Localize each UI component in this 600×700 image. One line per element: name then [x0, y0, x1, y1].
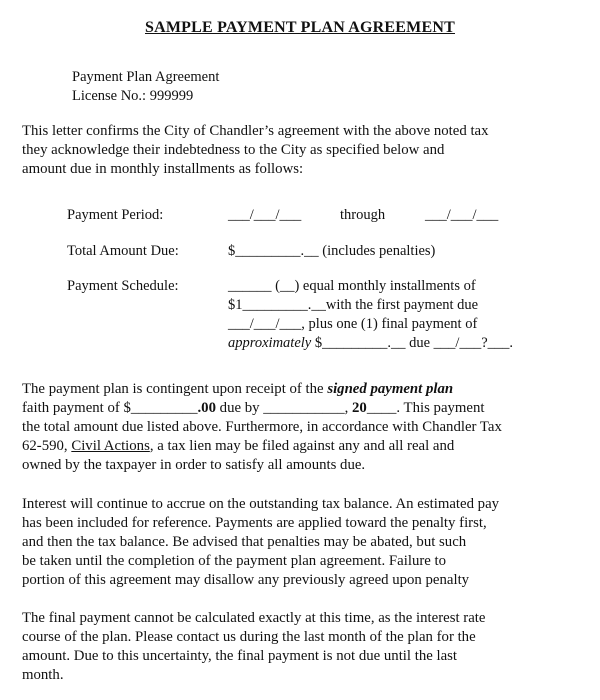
intro-line-3: amount due in monthly installments as follows:	[22, 161, 304, 177]
payment-period-label: Payment Period:	[67, 207, 164, 223]
para3-line-3: amount. Due to this uncertainty, the final payment is not due until the last	[22, 648, 458, 664]
para1-line-4-a: 62-590,	[22, 438, 72, 454]
payment-period-through: through	[340, 207, 386, 223]
para1-line-2-b: .00	[197, 400, 216, 416]
payment-period-end: ___/___/___	[425, 207, 499, 223]
total-amount-value: $_________.__ (includes penalties)	[228, 243, 436, 259]
para1-line-2-e: ____. This payment	[366, 400, 485, 416]
para1-line-2	[22, 400, 485, 417]
para3-line-4: month.	[22, 667, 64, 683]
para1-line-2-a: faith payment of $_________	[22, 400, 198, 416]
para1-line-1	[22, 381, 453, 398]
intro-line-1: This letter confirms the City of Chandler’s agreement with the above noted tax	[22, 123, 489, 139]
para3-line-1: The final payment cannot be calculated exactly at this time, as the interest rate	[22, 610, 486, 626]
header-license-number: License No.: 999999	[72, 88, 194, 104]
para1-line-5: owned by the taxpayer in order to satisfy all amounts due.	[22, 457, 366, 473]
schedule-line-3: ___/___/___, plus one (1) final payment of	[228, 316, 478, 332]
para1-line-2-c: due by ___________,	[215, 400, 353, 416]
para1-line-3: the total amount due listed above. Furthermore, in accordance with Chandler Tax	[22, 419, 502, 435]
schedule-line-2: $1_________.__with the first payment due	[228, 297, 479, 313]
schedule-line-4	[228, 335, 513, 352]
para2-line-2: has been included for reference. Payments are applied toward the penalty first,	[22, 515, 487, 531]
schedule-line-4-rest: $_________.__ due ___/___?___.	[311, 335, 514, 351]
payment-period-start: ___/___/___	[228, 207, 302, 223]
intro-line-2: they acknowledge their indebtedness to the City as specified below and	[22, 142, 445, 158]
para3-line-2: course of the plan. Please contact us during the last month of the plan for the	[22, 629, 476, 645]
para2-line-1: Interest will continue to accrue on the outstanding tax balance. An estimated pay	[22, 496, 500, 512]
civil-actions-text: Civil Actions	[71, 438, 150, 454]
para2-line-3: and then the tax balance. Be advised that penalties may be abated, but such	[22, 534, 467, 550]
schedule-line-1: ______ (__) equal monthly installments of	[228, 278, 476, 294]
para1-line-2-d: 20	[352, 400, 367, 416]
header-agreement-name: Payment Plan Agreement	[72, 69, 220, 85]
para1-line-1-text: The payment plan is contingent upon receipt of the	[22, 381, 328, 397]
total-amount-label: Total Amount Due:	[67, 243, 179, 259]
para1-line-4-b: , a tax lien may be filed against any and all real and	[149, 438, 455, 454]
payment-schedule-label: Payment Schedule:	[67, 278, 179, 294]
document-title: SAMPLE PAYMENT PLAN AGREEMENT	[145, 19, 455, 36]
para2-line-5: portion of this agreement may disallow any previously agreed upon penalty	[22, 572, 470, 588]
approximately-text: approximately	[228, 335, 312, 351]
para1-line-4	[22, 438, 454, 455]
para2-line-4: be taken until the completion of the payment plan agreement. Failure to	[22, 553, 447, 569]
signed-payment-plan-text: signed payment plan	[327, 381, 454, 397]
